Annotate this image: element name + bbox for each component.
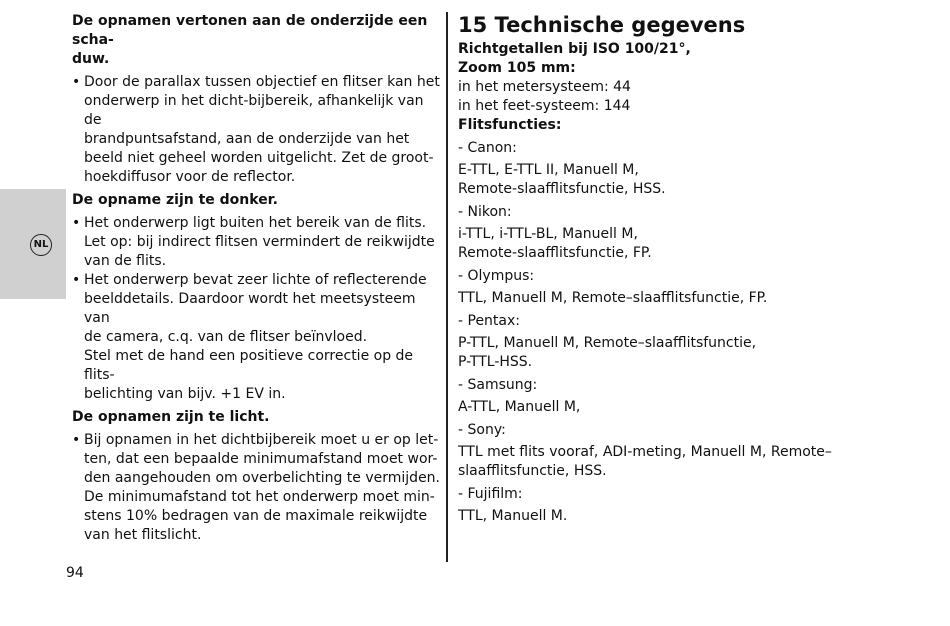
text-line: • Bij opnamen in het dichtbijbereik moet u er op let-: [84, 432, 439, 448]
heading-too-light: De opnamen zijn te licht.: [72, 409, 270, 425]
text-line: brandpuntsafstand, aan de onderzijde van het: [84, 131, 410, 147]
brand-olympus: - Olympus:: [458, 268, 535, 284]
bullet-close-range: [72, 431, 440, 545]
brand-sony: - Sony:: [458, 422, 506, 438]
text-line: beeld niet geheel worden uitgelicht. Zet de groot-: [84, 150, 434, 166]
bullet-out-of-range: [72, 214, 440, 271]
brand-line: TTL, Manuell M.: [458, 508, 568, 524]
brand-line: slaafflitsfunctie, HSS.: [458, 463, 607, 479]
guide-feet: in het feet-systeem: 144: [458, 98, 631, 114]
section-title: 15 Technische gegevens: [458, 13, 746, 37]
bullet-reflective: [72, 271, 440, 404]
text-line: onderwerp in het dicht-bijbereik, afhankelijk van de: [84, 93, 424, 128]
text-line: ten, dat een bepaalde minimumafstand moet wor-: [84, 451, 438, 467]
page-number: 94: [66, 565, 84, 581]
guide-metric: in het metersysteem: 44: [458, 79, 631, 95]
brand-line: A-TTL, Manuell M,: [458, 399, 581, 415]
text-line: Stel met de hand een positieve correctie op de flits-: [84, 348, 414, 383]
left-column: [72, 12, 440, 545]
brand-pentax: - Pentax:: [458, 313, 521, 329]
brand-line: E-TTL, E-TTL II, Manuell M,: [458, 162, 639, 178]
text-line: hoekdiffusor voor de reflector.: [84, 169, 296, 185]
column-divider: [446, 12, 448, 562]
guide-number-zoom: Zoom 105 mm:: [458, 60, 576, 76]
text-line: Let op: bij indirect flitsen vermindert de reikwijdte: [84, 234, 435, 250]
brand-canon: - Canon:: [458, 140, 517, 156]
text-line: De minimumafstand tot het onderwerp moet min-: [84, 489, 435, 505]
text-line: van de flits.: [84, 253, 167, 269]
text-line: • Door de parallax tussen objectief en flitser kan het: [84, 74, 440, 90]
text-line: • Het onderwerp bevat zeer lichte of reflecterende: [84, 272, 427, 288]
guide-number-title: Richtgetallen bij ISO 100/21°,: [458, 41, 691, 57]
brand-line: Remote-slaafflitsfunctie, HSS.: [458, 181, 666, 197]
bullet-parallax: [72, 73, 440, 187]
brand-line: Remote-slaafflitsfunctie, FP.: [458, 245, 652, 261]
text-line: den aangehouden om overbelichting te vermijden.: [84, 470, 441, 486]
text-line: de camera, c.q. van de flitser beïnvloed.: [84, 329, 368, 345]
right-column: [458, 12, 858, 526]
brand-nikon: - Nikon:: [458, 204, 512, 220]
heading-shadow: De opnamen vertonen aan de onderzijde een scha-: [72, 13, 428, 48]
text-line: beelddetails. Daardoor wordt het meetsysteem van: [84, 291, 416, 326]
heading-shadow-cont: duw.: [72, 51, 110, 67]
brand-line: i-TTL, i-TTL-BL, Manuell M,: [458, 226, 638, 242]
brand-samsung: - Samsung:: [458, 377, 538, 393]
language-badge: NL: [30, 234, 52, 256]
brand-line: TTL met flits vooraf, ADI-meting, Manuell M, Remote–: [458, 444, 832, 460]
brand-line: P-TTL, Manuell M, Remote–slaafflitsfunctie,: [458, 335, 757, 351]
brand-line: TTL, Manuell M, Remote–slaafflitsfunctie, FP.: [458, 290, 768, 306]
brand-line: P-TTL-HSS.: [458, 354, 533, 370]
text-line: van het flitslicht.: [84, 527, 202, 543]
text-line: belichting van bijv. +1 EV in.: [84, 386, 286, 402]
text-line: stens 10% bedragen van de maximale reikwijdte: [84, 508, 428, 524]
text-line: • Het onderwerp ligt buiten het bereik van de flits.: [84, 215, 427, 231]
functions-title: Flitsfuncties:: [458, 117, 562, 133]
heading-too-dark: De opname zijn te donker.: [72, 192, 278, 208]
brand-fujifilm: - Fujifilm:: [458, 486, 523, 502]
